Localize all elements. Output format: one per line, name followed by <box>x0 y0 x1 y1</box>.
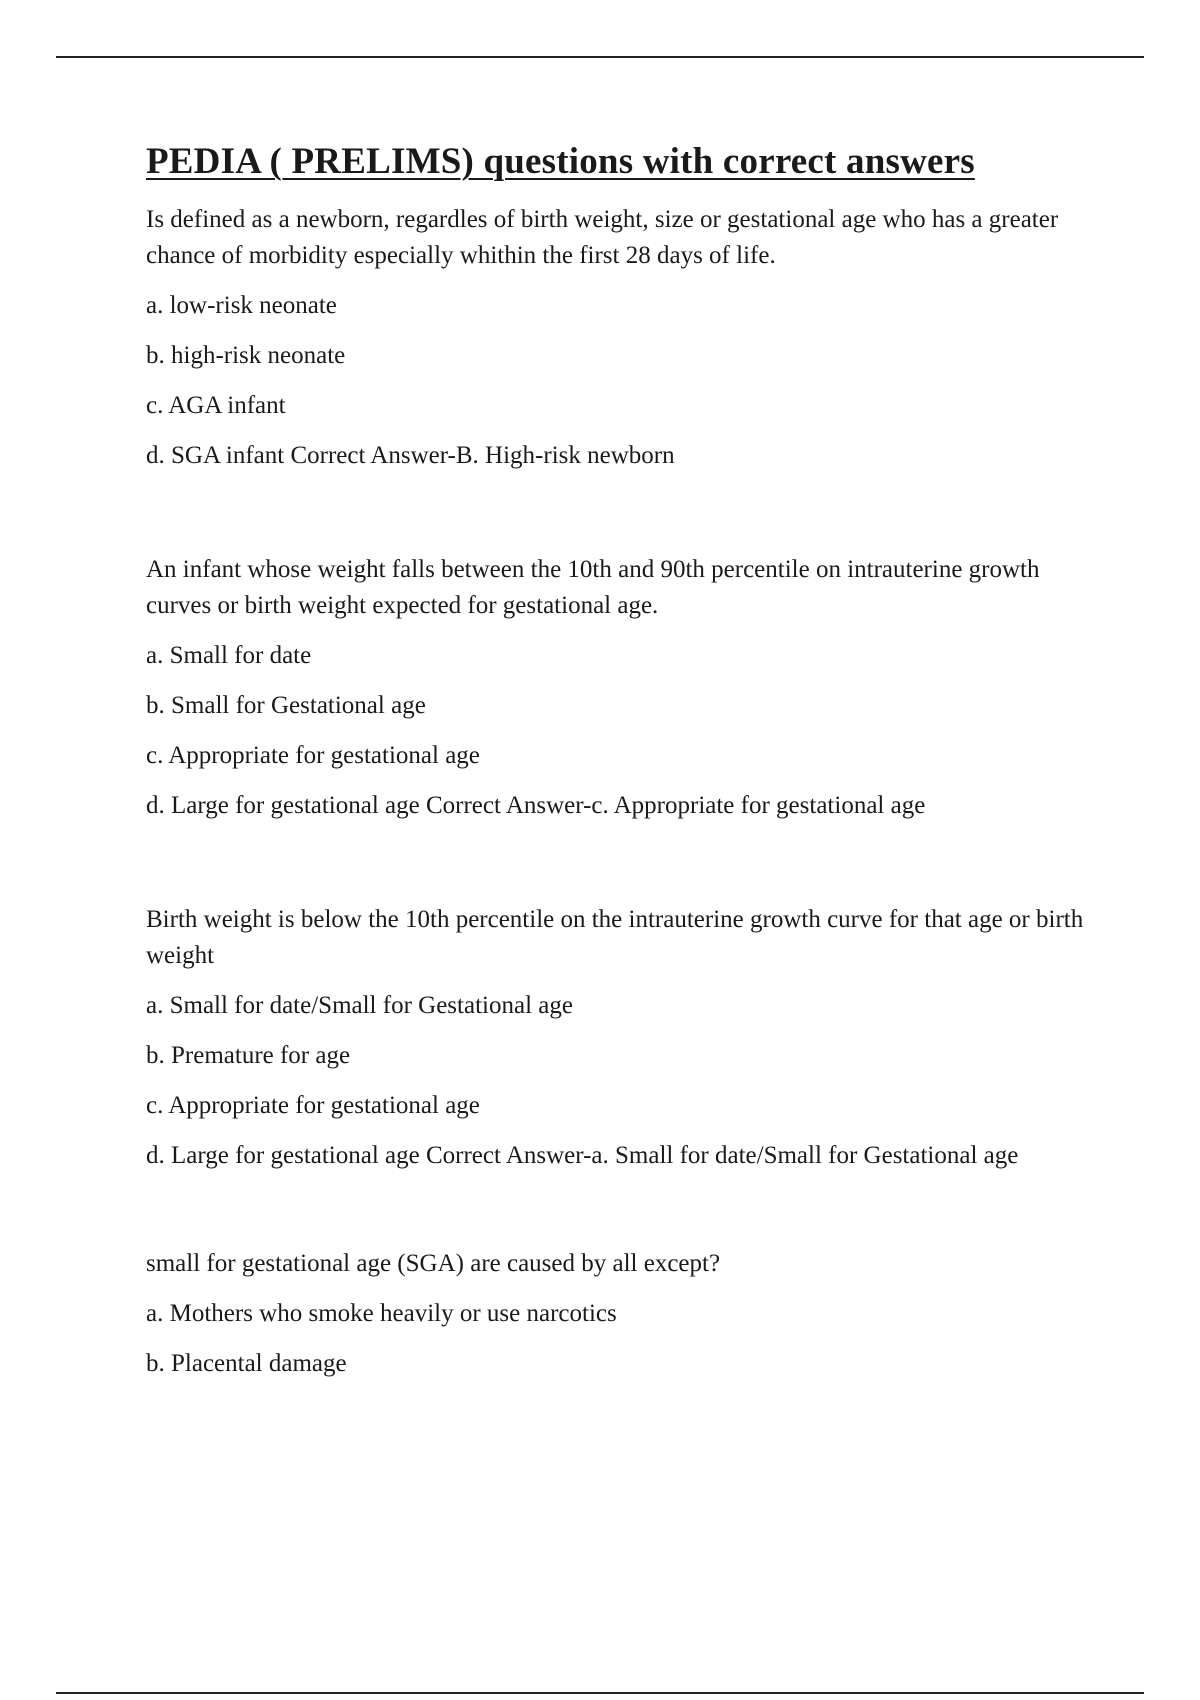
answer-option: d. Large for gestational age Correct Answer-a. Small for date/Small for Gestational age <box>146 1142 1019 1170</box>
question-prompt: Is defined as a newborn, regardles of birth weight, size or gestational age who has a greater chance of morbidity especially whithin the first 28 days of life. <box>146 206 1059 270</box>
footer-rule <box>56 1692 1144 1694</box>
answer-option: b. Placental damage <box>146 1350 347 1378</box>
question-prompt: Birth weight is below the 10th percentile on the intrauterine growth curve for that age or birth weight <box>146 906 1084 970</box>
answer-option: d. Large for gestational age Correct Answer-c. Appropriate for gestational age <box>146 792 926 820</box>
answer-option: b. high-risk neonate <box>146 342 346 370</box>
answer-option: a. Small for date/Small for Gestational age <box>146 992 573 1020</box>
answer-option: a. Small for date <box>146 642 312 670</box>
question-block <box>146 902 1096 1174</box>
question-block <box>146 1246 1096 1382</box>
document-body <box>146 140 1096 1382</box>
question-block <box>146 202 1096 474</box>
question-prompt: small for gestational age (SGA) are caused by all except? <box>146 1250 721 1278</box>
question-prompt: An infant whose weight falls between the 10th and 90th percentile on intrauterine growth curves or birth weight expected for gestational age. <box>146 556 1040 620</box>
answer-option: b. Premature for age <box>146 1042 351 1070</box>
answer-option: d. SGA infant Correct Answer-B. High-risk newborn <box>146 442 675 470</box>
document-title: PEDIA ( PRELIMS) questions with correct answers <box>146 141 975 182</box>
answer-option: b. Small for Gestational age <box>146 692 426 720</box>
question-block <box>146 552 1096 824</box>
answer-option: a. low-risk neonate <box>146 292 337 320</box>
answer-option: c. Appropriate for gestational age <box>146 742 480 770</box>
answer-option: c. Appropriate for gestational age <box>146 1092 480 1120</box>
answer-option: c. AGA infant <box>146 392 286 420</box>
answer-option: a. Mothers who smoke heavily or use narcotics <box>146 1300 617 1328</box>
header-rule <box>56 56 1144 58</box>
